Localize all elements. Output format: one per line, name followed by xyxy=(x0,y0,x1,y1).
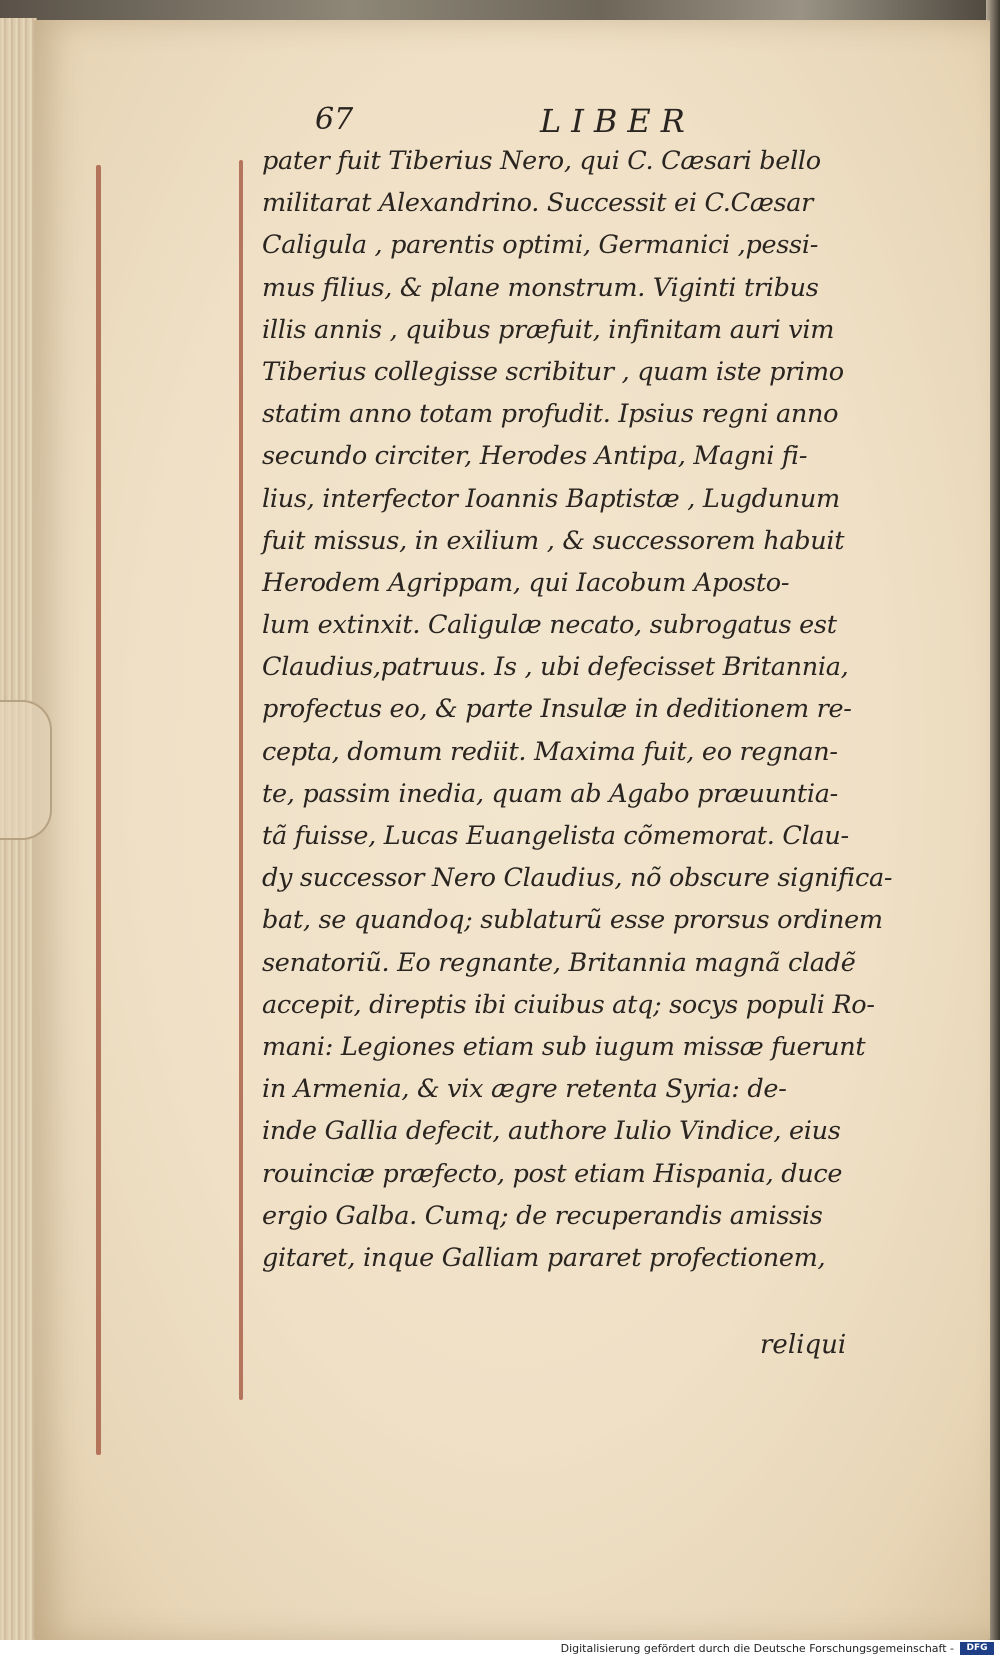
text-line: lum extinxit. Caligulæ necato, subrogatus est xyxy=(262,610,837,641)
text-line: Tiberius collegisse scribitur , quam iste primo xyxy=(262,356,844,387)
text-line: mani: Legiones etiam sub iugum missæ fuerunt xyxy=(262,1031,866,1062)
text-line: senatoriũ. Eo regnante, Britannia magnã cladẽ xyxy=(262,947,856,978)
catchword: reliqui xyxy=(760,1330,847,1360)
funding-credit: Digitalisierung gefördert durch die Deutsche Forschungsgemeinschaft - xyxy=(560,1642,954,1655)
text-block-red-rule xyxy=(239,160,243,1400)
text-line: fuit missus, in exilium , & successorem habuit xyxy=(262,525,845,556)
body-text xyxy=(262,140,902,1279)
text-line: cepta, domum rediit. Maxima fuit, eo regnan- xyxy=(262,736,838,767)
text-line: rouinciæ præfecto, post etiam Hispania, duce xyxy=(262,1158,843,1189)
text-line: ergio Galba. Cumq; de recuperandis amissis xyxy=(262,1200,823,1231)
text-line: statim anno totam profudit. Ipsius regni anno xyxy=(262,399,839,430)
text-line: pater fuit Tiberius Nero, qui C. Cæsari bello xyxy=(262,146,821,176)
text-line: accepit, direptis ibi ciuibus atq; socys populi Ro- xyxy=(262,989,875,1020)
running-head: LIBER xyxy=(540,102,695,140)
text-line: Claudius,patruus. Is , ubi defecisset Britannia, xyxy=(262,652,849,683)
text-line: militarat Alexandrino. Successit ei C.Cæsar xyxy=(262,188,814,219)
text-line: inde Gallia defecit, authore Iulio Vindice, eius xyxy=(262,1116,841,1147)
text-line: illis annis , quibus præfuit, infinitam auri vim xyxy=(262,314,835,345)
text-line: gitaret, inque Galliam pararet profectionem, xyxy=(262,1242,826,1273)
text-line: Caligula , parentis optimi, Germanici ,pessi- xyxy=(262,230,819,261)
text-line: bat, se quandoq; sublaturũ esse prorsus ordinem xyxy=(262,905,883,936)
text-line: profectus eo, & parte Insulæ in deditionem re- xyxy=(262,694,852,725)
text-line: lius, interfector Ioannis Baptistæ , Lugdunum xyxy=(262,483,840,514)
text-line: tã fuisse, Lucas Euangelista cõmemorat. Clau- xyxy=(262,821,849,851)
margin-red-rule xyxy=(96,165,101,1455)
text-line: secundo circiter, Herodes Antipa, Magni fi- xyxy=(262,441,808,472)
text-line: in Armenia, & vix ægre retenta Syria: de- xyxy=(262,1074,787,1105)
text-line: te, passim inedia, quam ab Agabo præuuntia- xyxy=(262,778,838,809)
text-line: mus filius, & plane monstrum. Viginti tribus xyxy=(262,272,819,303)
dfg-logo[interactable]: DFG xyxy=(960,1642,994,1655)
page-clip-tab xyxy=(0,700,52,840)
page-number: 67 xyxy=(315,102,354,137)
text-line: dy successor Nero Claudius, nõ obscure significa- xyxy=(262,863,893,894)
text-line: Herodem Agrippam, qui Iacobum Aposto- xyxy=(262,567,790,598)
